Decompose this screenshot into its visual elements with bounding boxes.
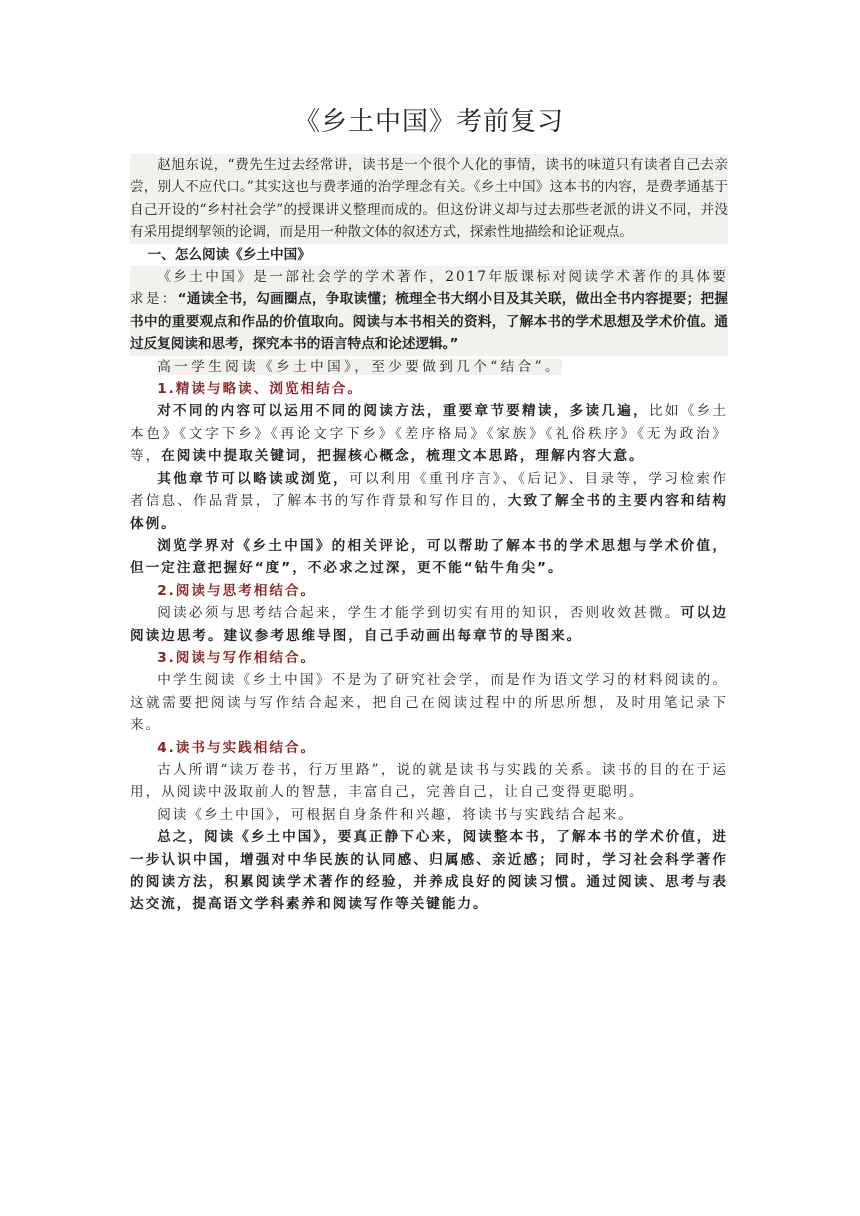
point-heading-4: 4.读书与实践相结合。 [157, 739, 317, 756]
combination-intro [130, 356, 728, 378]
curriculum-text: 《乡土中国》是一部社会学的学术著作，2017年版课标对阅读学术著作的具体要求是： [130, 269, 728, 308]
document-body [130, 100, 728, 916]
point-heading-1: 1.精读与略读、浏览相结合。 [157, 381, 363, 398]
point-heading-3: 3.阅读与写作相结合。 [157, 649, 317, 666]
point1-a-bold-2: 在阅读中提取关键词，把握核心概念，梳理文本思路，理解内容大意。 [161, 448, 645, 465]
intro-paragraph: 赵旭东说，“费先生过去经常讲，读书是一个很个人化的事情，读书的味道只有读者自己去亲尝，别人不应代口。”其实这也与费孝通的治学理念有关。《乡土中国》这本书的内容，是费孝通基于自己开设的“乡村社会学”的授课讲义整理而成的。但这份讲义却与过去那些老派的讲义不同，并没有采用提纲挈领的论调，而是用一种散文体的叙述方式，探索性地描绘和论证观点。 [130, 154, 728, 244]
point1-paragraph-a [130, 400, 728, 467]
point3-paragraph: 中学生阅读《乡土中国》不是为了研究社会学，而是作为语文学习的材料阅读的。这就需要把阅读与写作结合起来，把自己在阅读过程中的所思所想，及时用笔记录下来。 [130, 672, 728, 734]
point4-paragraph-2: 阅读《乡土中国》，可根据自身条件和兴趣，将读书与实践结合起来。 [157, 806, 634, 823]
point1-b-bold-2: 大致了解全书的主要内容和结构体例。 [130, 493, 729, 532]
section-heading: 一、怎么阅读《乡土中国》 [147, 246, 311, 263]
point1-a-bold-1: 对不同的内容可以运用不同的阅读方法，重要章节要精读，多读几遍， [157, 403, 649, 420]
curriculum-paragraph [130, 266, 728, 356]
point2-text: 阅读必须与思考结合起来，学生才能学到切实有用的知识，否则收效甚微。 [157, 605, 681, 622]
point1-b-text: 可以利用《重刊序言》、《后记》、目录等，学习检索作者信息、作品背景，了解本书的写作背景和写作目的， [130, 470, 728, 510]
point2-bold: 可以边阅读边思考。建议参考思维导图，自己手动画出每章节的导图来。 [130, 605, 729, 644]
conclusion-paragraph: 总之，阅读《乡土中国》，要真正静下心来，阅读整本书，了解本书的学术价值，进一步认识中国，增强对中华民族的认同感、归属感、亲近感；同时，学习社会科学著作的阅读方法，积累阅读学术著作的经验，并养成良好的阅读习惯。通过阅读、思考与表达交流，提高语文学科素养和阅读写作等关键能力。 [130, 829, 728, 913]
page-title: 《乡土中国》考前复习 [293, 107, 564, 137]
combination-intro-text: 高一学生阅读《乡土中国》，至少要做到几个“结合”。 [157, 358, 562, 375]
point1-paragraph-c: 浏览学界对《乡土中国》的相关评论，可以帮助了解本书的学术思想与学术价值，但一定注意把握好“度”，不必求之过深，更不能“钻牛角尖”。 [130, 537, 728, 577]
point4-paragraph-1: 古人所谓“读万卷书，行万里路”，说的就是读书与实践的关系。读书的目的在于运用，从阅读中汲取前人的智慧，丰富自己，完善自己，让自己变得更聪明。 [130, 761, 728, 801]
point2-paragraph [130, 602, 728, 647]
point1-paragraph-b [130, 468, 728, 535]
point-heading-2: 2.阅读与思考相结合。 [157, 582, 317, 599]
point1-a-text: 比如《乡土本色》《文字下乡》《再论文字下乡》《差序格局》《家族》《礼俗秩序》《无为政治》等， [130, 403, 729, 465]
point1-b-bold-1: 其他章节可以略读或浏览， [157, 470, 350, 487]
curriculum-requirements: “通读全书，勾画圈点，争取读懂；梳理全书大纲小目及其关联，做出全书内容提要；把握书中的重要观点和作品的价值取向。阅读与本书相关的资料，了解本书的学术思想及学术价值。通过反复阅读和思考，探究本书的语言特点和论述逻辑。” [130, 291, 729, 353]
